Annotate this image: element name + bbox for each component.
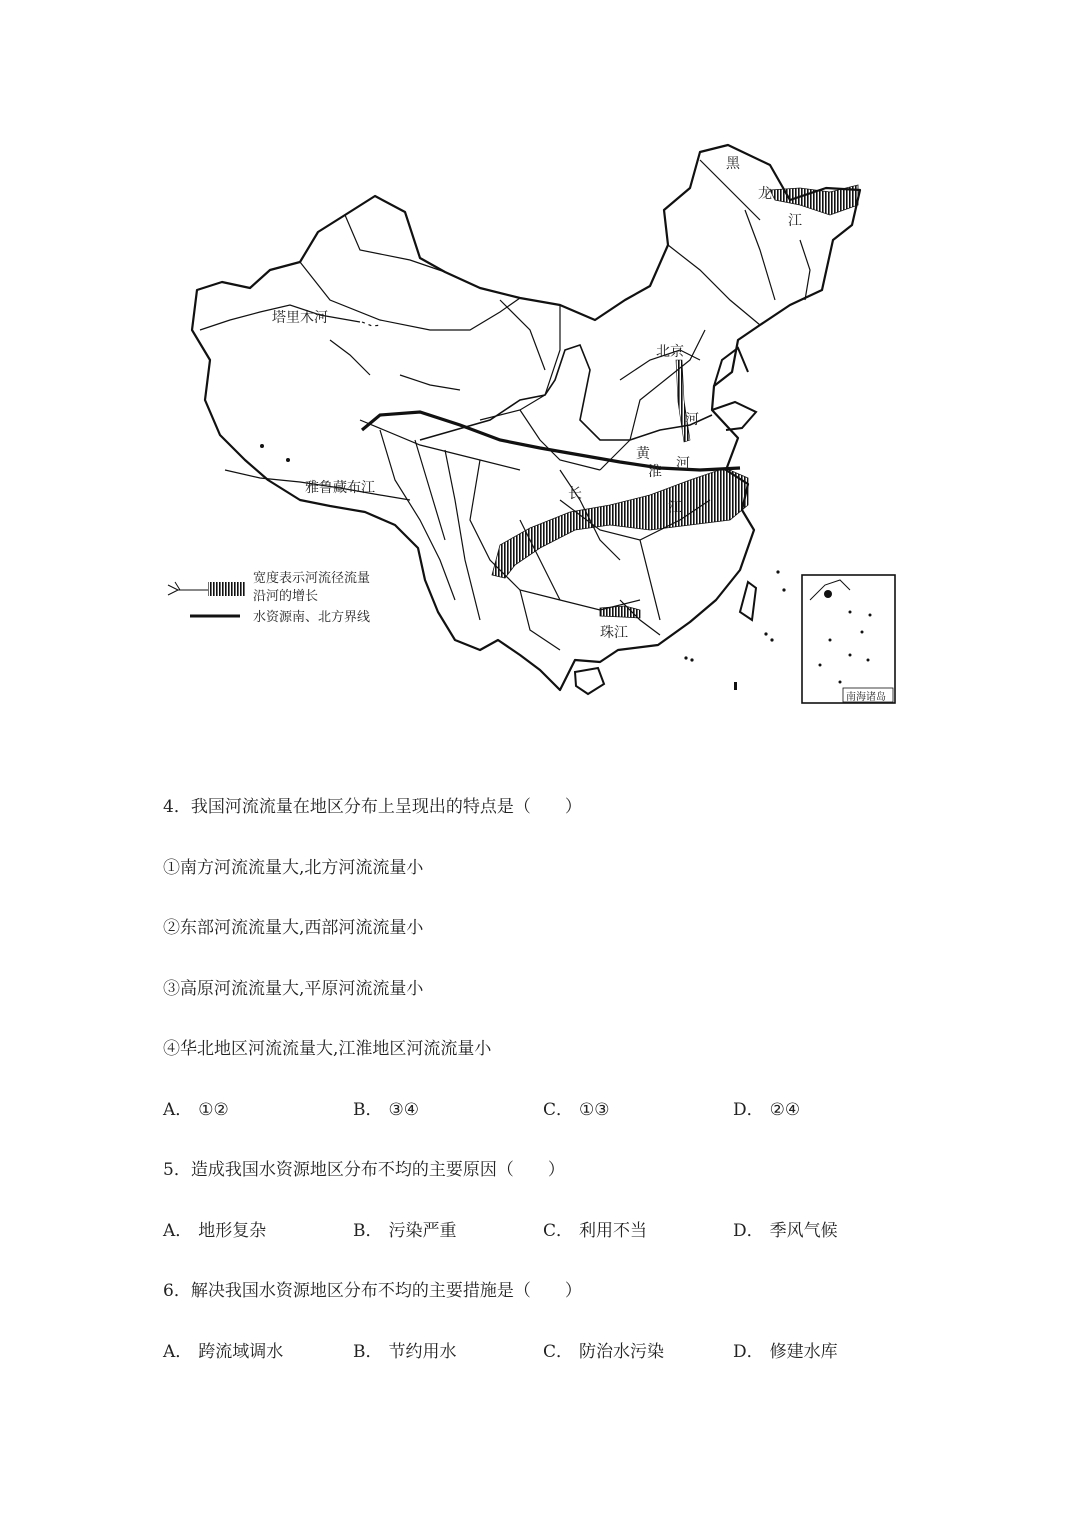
option-text: 节约用水 <box>388 1342 457 1362</box>
option-letter: B． <box>353 1221 383 1241</box>
label-beijing: 北京 <box>656 344 684 360</box>
question-5-option-c[interactable] <box>543 1220 647 1242</box>
legend-flow-line2: 沿河的增长 <box>253 589 319 604</box>
taiwan <box>740 582 756 620</box>
option-text: 污染严重 <box>388 1221 457 1241</box>
label-yellow-river-1: 河 <box>685 412 699 428</box>
legend-boundary: 水资源南、北方界线 <box>253 610 371 625</box>
question-4-statement-3: ③高原河流流量大,平原河流流量小 <box>163 979 424 999</box>
label-pearl-river: 珠江 <box>600 625 628 641</box>
label-yangtze-2: 江 <box>668 500 682 516</box>
question-6-option-a[interactable] <box>163 1341 283 1363</box>
question-5-option-a[interactable] <box>163 1220 266 1242</box>
china-outline <box>192 145 860 690</box>
question-4-option-d[interactable] <box>733 1099 800 1121</box>
option-text: ②④ <box>769 1100 801 1120</box>
option-text: ③④ <box>388 1100 419 1120</box>
label-heilongjiang-char-2: 龙 <box>758 186 772 202</box>
option-letter: D． <box>733 1342 764 1362</box>
label-tarim-river: 塔里木河 <box>272 310 328 326</box>
question-4-option-c[interactable] <box>543 1099 610 1121</box>
label-heilongjiang-char-1: 黑 <box>726 156 740 172</box>
option-letter: B． <box>353 1342 383 1362</box>
option-letter: D． <box>733 1100 764 1120</box>
question-6-option-d[interactable] <box>733 1341 838 1363</box>
bohai-coast <box>714 348 748 386</box>
label-huai-river-2: 河 <box>676 456 690 472</box>
option-letter: C． <box>543 1342 574 1362</box>
option-text: 修建水库 <box>769 1342 838 1362</box>
question-4-statement-2: ②东部河流流量大,西部河流流量小 <box>163 918 424 938</box>
question-6-stem: 6．解决我国水资源地区分布不均的主要措施是（ ） <box>163 1281 582 1301</box>
option-letter: A． <box>163 1342 193 1362</box>
pearl-flow-band <box>600 606 640 618</box>
question-5-option-b[interactable] <box>353 1220 457 1242</box>
option-text: 季风气候 <box>769 1221 838 1241</box>
option-letter: A． <box>163 1221 193 1241</box>
label-yarlung-river: 雅鲁藏布江 <box>305 480 375 496</box>
question-4-stem: 4．我国河流流量在地区分布上呈现出的特点是（ ） <box>163 797 582 817</box>
option-letter: C． <box>543 1100 574 1120</box>
option-text: 利用不当 <box>579 1221 648 1241</box>
option-letter: C． <box>543 1221 574 1241</box>
yangtze-flow-band <box>492 468 748 578</box>
label-heilongjiang-char-3: 江 <box>788 213 802 229</box>
heilongjiang-flow-band <box>770 185 858 215</box>
question-6-option-b[interactable] <box>353 1341 457 1363</box>
option-text: 防治水污染 <box>579 1342 665 1362</box>
option-text: ①③ <box>579 1100 610 1120</box>
label-yangtze-1: 长 <box>568 486 582 502</box>
option-text: 地形复杂 <box>198 1221 267 1241</box>
beijing-canal-band <box>676 360 690 442</box>
hainan <box>575 668 604 694</box>
question-4-option-b[interactable] <box>353 1099 419 1121</box>
question-5-stem: 5．造成我国水资源地区分布不均的主要原因（ ） <box>163 1160 565 1180</box>
legend-flow-line1: 宽度表示河流径流量 <box>253 571 371 586</box>
label-yellow-river-2: 黄 <box>636 446 650 462</box>
label-huai-river-1: 淮 <box>648 464 662 480</box>
option-letter: D． <box>733 1221 764 1241</box>
question-4-statement-1: ①南方河流流量大,北方河流流量小 <box>163 858 424 878</box>
south-china-sea-inset <box>802 575 895 703</box>
china-river-map <box>150 140 910 720</box>
map-legend <box>168 570 370 625</box>
option-text: 跨流域调水 <box>198 1342 284 1362</box>
option-text: ①② <box>198 1100 229 1120</box>
question-4-option-a[interactable] <box>163 1099 229 1121</box>
question-4-statement-4: ④华北地区河流流量大,江淮地区河流流量小 <box>163 1039 492 1059</box>
inset-label: 南海诸岛 <box>846 692 886 703</box>
question-6-option-c[interactable] <box>543 1341 664 1363</box>
option-letter: B． <box>353 1100 383 1120</box>
option-letter: A． <box>163 1100 193 1120</box>
question-5-option-d[interactable] <box>733 1220 838 1242</box>
